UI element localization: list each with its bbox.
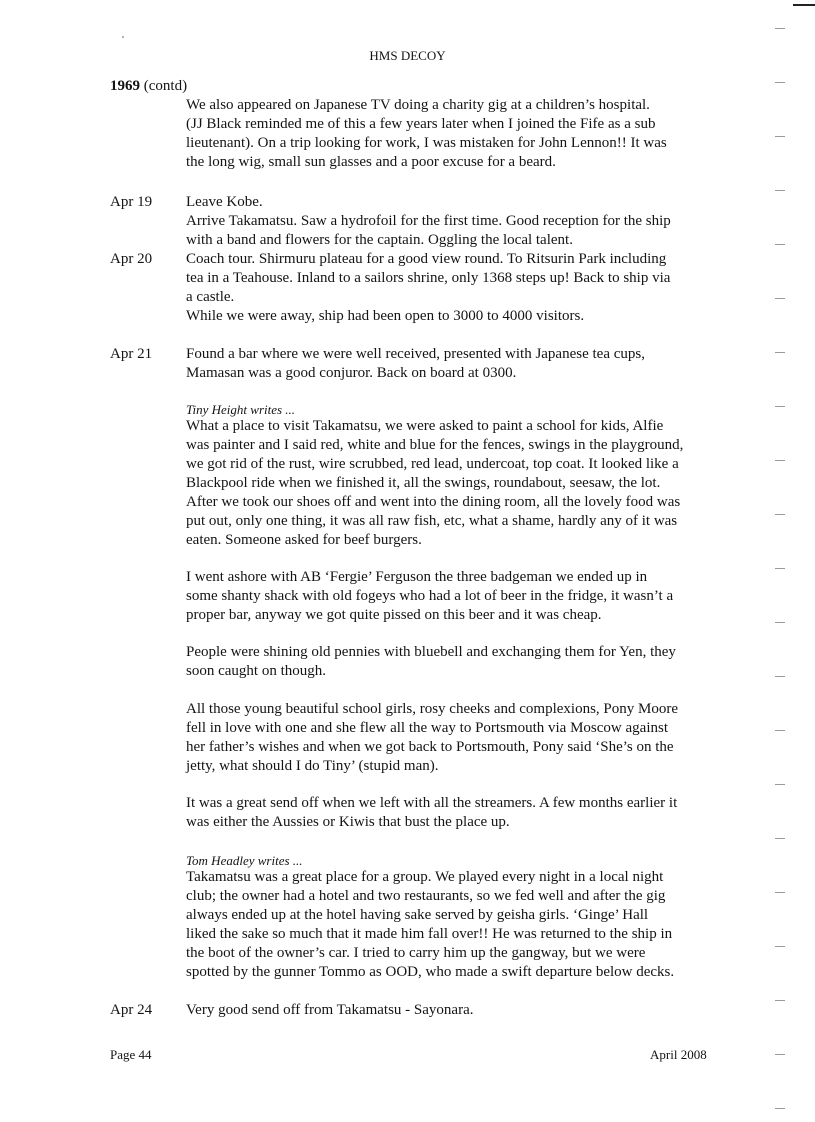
text-line: People were shining old pennies with bluebell and exchanging them for Yen, they [186, 644, 676, 660]
year-label: 1969 [110, 78, 140, 94]
margin-tick [775, 676, 785, 677]
tiny-paragraph-2 [186, 568, 726, 625]
margin-tick [775, 784, 785, 785]
text-line: Arrive Takamatsu. Saw a hydrofoil for the first time. Good reception for the ship [186, 213, 671, 229]
margin-tick [775, 622, 785, 623]
entry-date-apr21: Apr 21 [110, 346, 153, 362]
margin-tick [775, 244, 785, 245]
text-line: Coach tour. Shirmuru plateau for a good view round. To Ritsurin Park including [186, 251, 667, 267]
margin-tick [775, 568, 785, 569]
tiny-paragraph-5 [186, 794, 726, 832]
text-line: Leave Kobe. [186, 194, 263, 210]
text-line: All those young beautiful school girls, rosy cheeks and complexions, Pony Moore [186, 701, 679, 717]
footer-date: April 2008 [650, 1047, 707, 1062]
text-line: jetty, what should I do Tiny’ (stupid man). [186, 758, 439, 774]
scan-speck [122, 36, 124, 38]
intro-paragraph [186, 96, 726, 172]
entry-date-apr20: Apr 20 [110, 251, 153, 267]
margin-tick [775, 406, 785, 407]
text-line: Takamatsu was a great place for a group. We played every night in a local night [186, 869, 664, 885]
margin-tick [775, 946, 785, 947]
text-line: We also appeared on Japanese TV doing a charity gig at a children’s hospital. [186, 97, 650, 113]
text-line: While we were away, ship had been open to 3000 to 4000 visitors. [186, 308, 585, 324]
margin-tick [775, 298, 785, 299]
text-line: Very good send off from Takamatsu - Sayonara. [186, 1002, 474, 1018]
text-line: Blackpool ride when we finished it, all the swings, roundabout, seesaw, the lot. [186, 475, 661, 491]
text-line: (JJ Black reminded me of this a few years later when I joined the Fife as a sub [186, 116, 656, 132]
byline-tom-headley: Tom Headley writes ... [186, 853, 303, 868]
text-line: It was a great send off when we left with all the streamers. A few months earlier it [186, 795, 678, 811]
entry-apr20 [186, 250, 726, 326]
text-line: I went ashore with AB ‘Fergie’ Ferguson the three badgeman we ended up in [186, 569, 648, 585]
text-line: eaten. Someone asked for beef burgers. [186, 532, 422, 548]
text-line: we got rid of the rust, wire scrubbed, red lead, undercoat, top coat. It looked like a [186, 456, 679, 472]
margin-tick [775, 1054, 785, 1055]
margin-tick [775, 190, 785, 191]
tiny-paragraph-1 [186, 417, 726, 550]
year-suffix: (contd) [140, 78, 188, 94]
text-line: with a band and flowers for the captain. Oggling the local talent. [186, 232, 573, 248]
tiny-paragraph-4 [186, 700, 726, 776]
margin-tick [775, 838, 785, 839]
margin-tick [775, 1000, 785, 1001]
page-header: HMS DECOY [369, 48, 446, 63]
margin-tick [775, 1108, 785, 1109]
text-line: What a place to visit Takamatsu, we were asked to paint a school for kids, Alfie [186, 418, 664, 434]
tiny-paragraph-3 [186, 643, 726, 681]
text-line: tea in a Teahouse. Inland to a sailors shrine, only 1368 steps up! Back to ship via [186, 270, 671, 286]
tom-paragraph [186, 868, 726, 982]
text-line: Found a bar where we were well received, presented with Japanese tea cups, [186, 346, 645, 362]
text-line: spotted by the gunner Tommo as OOD, who made a swift departure below decks. [186, 964, 675, 980]
entry-date-apr24: Apr 24 [110, 1002, 153, 1018]
margin-tick [775, 352, 785, 353]
text-line: the long wig, small sun glasses and a poor excuse for a beard. [186, 154, 556, 170]
text-line: her father’s wishes and when we got back to Portsmouth, Pony said ‘She’s on the [186, 739, 674, 755]
margin-tick [775, 514, 785, 515]
text-line: was either the Aussies or Kiwis that bust the place up. [186, 814, 510, 830]
page-number: Page 44 [110, 1047, 152, 1062]
margin-tick [775, 82, 785, 83]
text-line: a castle. [186, 289, 235, 305]
text-line: put out, only one thing, it was all raw fish, etc, what a shame, hardly any of it was [186, 513, 678, 529]
margin-tick [775, 460, 785, 461]
margin-tick [775, 136, 785, 137]
scan-corner-mark [793, 4, 815, 6]
byline-tiny-height: Tiny Height writes ... [186, 402, 296, 417]
text-line: After we took our shoes off and went into the dining room, all the lovely food was [186, 494, 681, 510]
margin-tick [775, 892, 785, 893]
entry-apr21 [186, 345, 726, 383]
text-line: was painter and I said red, white and blue for the fences, swings in the playground, [186, 437, 684, 453]
text-line: always ended up at the hotel having sake served by geisha girls. ‘Ginge’ Hall [186, 907, 649, 923]
entry-date-apr19: Apr 19 [110, 194, 153, 210]
text-line: club; the owner had a hotel and two restaurants, so we fed well and after the gig [186, 888, 666, 904]
text-line: proper bar, anyway we got quite pissed on this beer and it was cheap. [186, 607, 602, 623]
margin-tick [775, 730, 785, 731]
entry-apr19 [186, 193, 726, 250]
text-line: the boot of the owner’s car. I tried to carry him up the gangway, but we were [186, 945, 646, 961]
text-line: liked the sake so much that it made him fall over!! He was returned to the ship in [186, 926, 673, 942]
text-line: fell in love with one and she flew all the way to Portsmouth via Moscow against [186, 720, 668, 736]
margin-tick [775, 28, 785, 29]
text-line: lieutenant). On a trip looking for work, I was mistaken for John Lennon!! It was [186, 135, 667, 151]
entry-apr24 [186, 1001, 726, 1020]
text-line: Mamasan was a good conjuror. Back on board at 0300. [186, 365, 517, 381]
year-heading [110, 78, 187, 95]
text-line: soon caught on though. [186, 663, 326, 679]
text-line: some shanty shack with old fogeys who had a lot of beer in the fridge, it wasn’t a [186, 588, 674, 604]
